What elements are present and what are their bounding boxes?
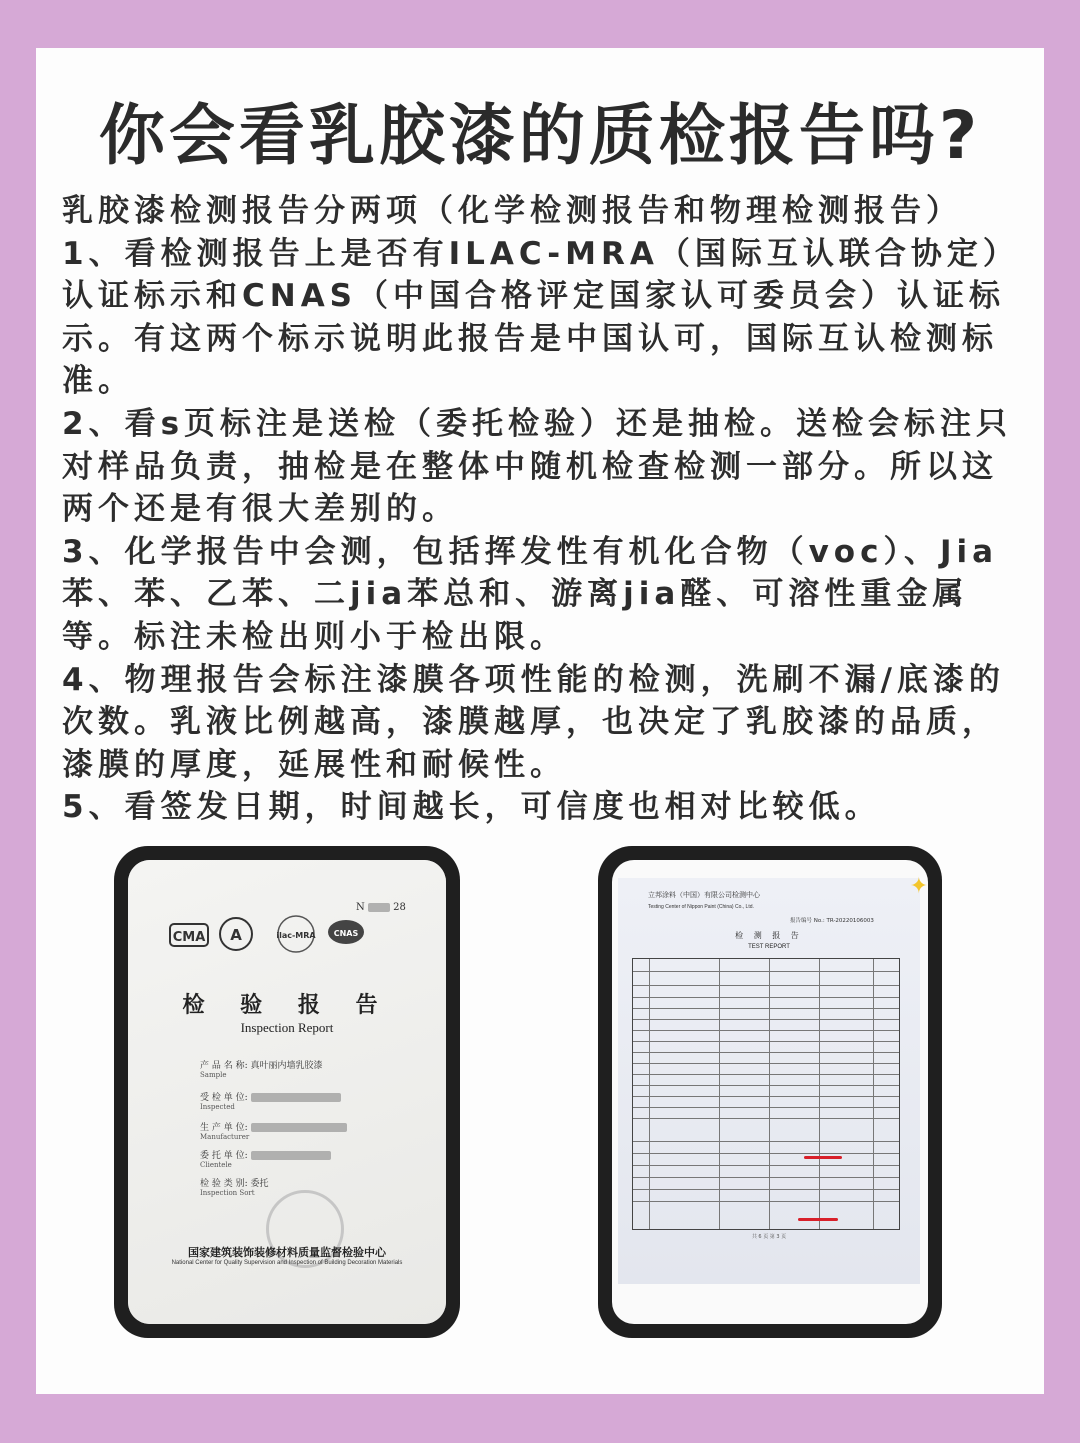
results-table: [632, 958, 900, 1230]
paragraph-1: 1、看检测报告上是否有ILAC-MRA（国际互认联合协定）认证标示和CNAS（中国合格评定国家认可委员会）认证标示。有这两个标示说明此报告是中国认可，国际互认检测标准。: [62, 235, 1019, 400]
sparkle-star-icon: ✦: [909, 874, 928, 899]
field-label-en: Sample: [200, 1071, 227, 1079]
field-label-en: Clientele: [200, 1161, 232, 1169]
page-title: 你会看乳胶漆的质检报告吗?: [98, 97, 982, 174]
table-row-line: [633, 1107, 899, 1108]
issuing-org-cn: 国家建筑装饰装修材料质量监督检验中心: [188, 1246, 386, 1259]
field-label: 生 产 单 位:: [200, 1123, 248, 1133]
table-row-line: [633, 1030, 899, 1031]
field-label: 检 验 类 别:: [200, 1179, 248, 1189]
report-title-cn: 检 验 报 告: [182, 992, 392, 1018]
test-report-page: [618, 878, 920, 1284]
field-label: 受 检 单 位:: [200, 1093, 248, 1103]
table-row-line: [633, 1085, 899, 1086]
table-row-line: [633, 1177, 899, 1178]
svg-text:A: A: [230, 926, 242, 944]
table-row-line: [633, 1153, 899, 1154]
cnas-badge-label: CNAS: [333, 929, 359, 938]
phone-mockup-right: [598, 846, 942, 1338]
field-value: 委托: [250, 1179, 269, 1189]
table-row-line: [633, 1019, 899, 1020]
field-label-en: Inspection Sort: [200, 1189, 255, 1197]
redacted-block: [251, 1123, 347, 1132]
paragraph-5: 5、看签发日期，时间越长，可信度也相对比较低。: [62, 789, 881, 826]
table-row-line: [633, 1141, 899, 1142]
table-row-line: [633, 971, 899, 972]
field-inspected: [200, 1090, 341, 1111]
phone-screen-left: [128, 860, 446, 1324]
paragraph-4: 4、物理报告会标注漆膜各项性能的检测，洗刷不漏/底漆的次数。乳液比例越高，漆膜越厚，也决定了乳胶漆的品质，漆膜的厚度，延展性和耐候性。: [62, 661, 1005, 783]
field-label: 产 品 名 称:: [200, 1061, 248, 1071]
cnas-badge-icon: [328, 920, 364, 944]
inspection-report-cover: [128, 860, 446, 1324]
field-manufacturer: [200, 1120, 347, 1141]
phone-screen-right: [612, 860, 928, 1324]
report-number: 报告编号 No.: TR-20220106003: [790, 918, 874, 924]
cnas-logo-icon: [220, 918, 252, 950]
field-clientele: [200, 1148, 331, 1169]
testing-center-cn: 立邦涂料（中国）有限公司检测中心: [648, 891, 760, 899]
report-title-en: Inspection Report: [240, 1020, 334, 1035]
ilac-mra-logo-icon: [276, 916, 316, 952]
table-row-line: [633, 985, 899, 986]
paragraph-intro: 乳胶漆检测报告分两项（化学检测报告和物理检测报告）: [62, 193, 962, 229]
table-row-line: [633, 1189, 899, 1190]
table-row-line: [633, 997, 899, 998]
paragraph-2: 2、看s页标注是送检（委托检验）还是抽检。送检会标注只对样品负责，抽检是在整体中随机检查检测一部分。所以这两个还是有很大差别的。: [62, 405, 1013, 528]
test-report-title-cn: 检 测 报 告: [735, 931, 803, 940]
ilac-mra-logo-label: ilac-MRA: [276, 931, 316, 940]
table-row-line: [633, 1041, 899, 1042]
test-report-title-en: TEST REPORT: [748, 944, 790, 950]
page-footer: 共 6 页 第 3 页: [751, 1234, 787, 1240]
testing-center-en: Testing Center of Nippon Paint (China) Co., Ltd.: [648, 904, 754, 910]
table-row-line: [633, 1201, 899, 1202]
field-inspection-sort: [200, 1176, 269, 1197]
red-underline-mark: [798, 1218, 838, 1221]
table-row-line: [633, 1063, 899, 1064]
redacted-block: [251, 1093, 341, 1102]
article-body: [62, 190, 1022, 829]
cma-logo-icon: [170, 924, 208, 946]
paragraph-3: 3、化学报告中会测，包括挥发性有机化合物（voc）、Jia苯、苯、乙苯、二jia苯总和、游离jia醛、可溶性重金属等。标注未检出则小于检出限。: [62, 533, 999, 655]
red-underline-mark: [804, 1156, 842, 1159]
certification-logos: [168, 912, 418, 962]
field-label: 委 托 单 位:: [200, 1151, 248, 1161]
issuing-org-en: National Center for Quality Supervision and Inspection of Building Decoration Materials: [171, 1260, 403, 1266]
field-label-en: Manufacturer: [200, 1133, 250, 1141]
redacted-block: [251, 1151, 331, 1160]
report-number-suffix: 28: [393, 902, 406, 913]
table-row-line: [633, 1165, 899, 1166]
table-row-line: [633, 1074, 899, 1075]
field-value: 真叶丽内墙乳胶漆: [250, 1061, 323, 1071]
table-row-line: [633, 1052, 899, 1053]
redacted-block: [368, 903, 390, 912]
table-row-line: [633, 1118, 899, 1119]
field-label-en: Inspected: [200, 1103, 235, 1111]
report-number-prefix: N: [356, 902, 365, 913]
table-row-line: [633, 1096, 899, 1097]
cma-logo-label: CMA: [172, 930, 206, 945]
phone-mockup-left: [114, 846, 460, 1338]
table-row-line: [633, 1008, 899, 1009]
field-sample: [200, 1058, 323, 1079]
